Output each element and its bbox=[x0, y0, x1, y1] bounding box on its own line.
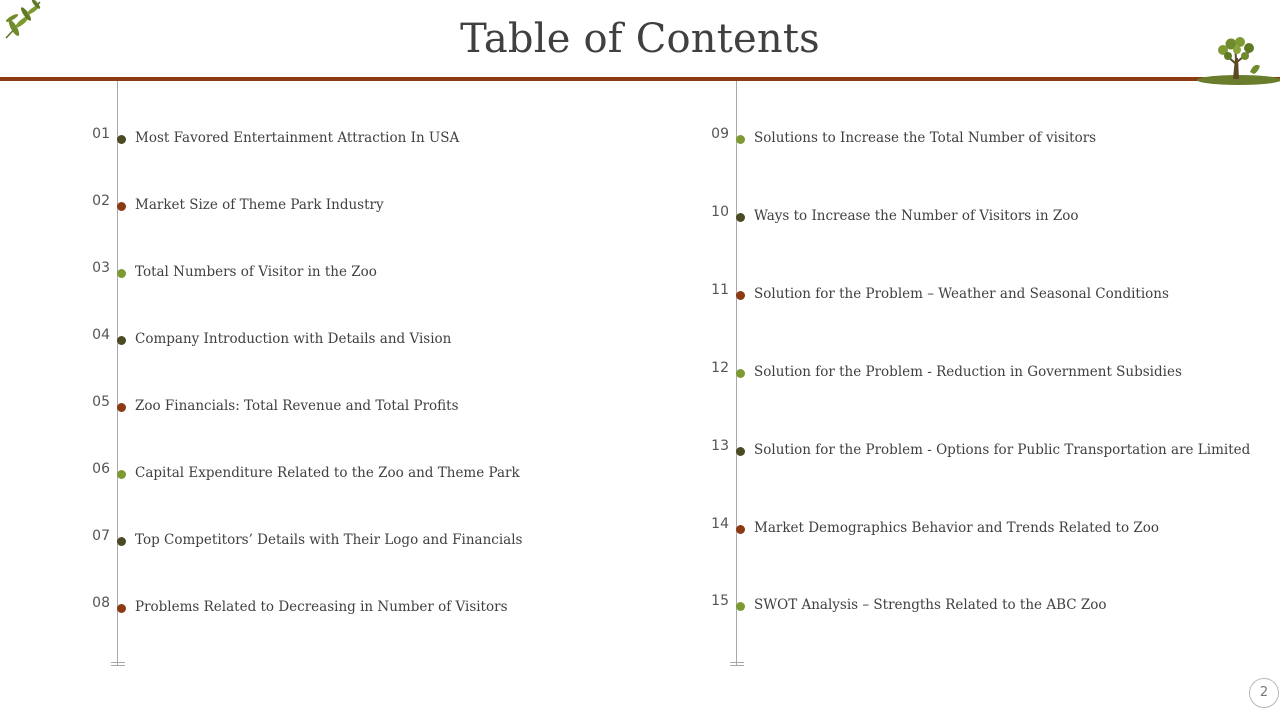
toc-item-number: 14 bbox=[711, 516, 729, 532]
toc-item-number: 07 bbox=[92, 528, 110, 544]
page-number-badge: 2 bbox=[1249, 678, 1279, 708]
toc-item-dot bbox=[117, 537, 126, 546]
toc-item-dot bbox=[736, 213, 745, 222]
timeline-foot-left-2 bbox=[111, 662, 125, 663]
toc-item-number: 15 bbox=[711, 593, 729, 609]
toc-item-label: SWOT Analysis – Strengths Related to the ABC Zoo bbox=[754, 597, 1107, 613]
tree-icon bbox=[1195, 34, 1280, 90]
toc-item-label: Total Numbers of Visitor in the Zoo bbox=[135, 264, 377, 280]
timeline-line-left bbox=[117, 81, 118, 665]
toc-item-label: Most Favored Entertainment Attraction In USA bbox=[135, 130, 460, 146]
toc-item-number: 08 bbox=[92, 595, 110, 611]
toc-item-dot bbox=[117, 135, 126, 144]
toc-item-number: 11 bbox=[711, 282, 729, 298]
toc-item-number: 03 bbox=[92, 260, 110, 276]
toc-item-label: Market Demographics Behavior and Trends Related to Zoo bbox=[754, 520, 1160, 536]
timeline-foot-left bbox=[111, 665, 125, 666]
toc-item-dot bbox=[117, 403, 126, 412]
toc-item-label: Top Competitors’ Details with Their Logo and Financials bbox=[135, 532, 523, 548]
toc-item-dot bbox=[117, 269, 126, 278]
toc-item-dot bbox=[117, 202, 126, 211]
toc-item-label: Solution for the Problem – Weather and Seasonal Conditions bbox=[754, 286, 1169, 302]
page-title: Table of Contents bbox=[460, 16, 820, 62]
toc-item-number: 05 bbox=[92, 394, 110, 410]
toc-item-dot bbox=[736, 602, 745, 611]
header-rule bbox=[0, 77, 1280, 81]
toc-item-dot bbox=[736, 291, 745, 300]
toc-item-dot bbox=[736, 369, 745, 378]
toc-item-label: Market Size of Theme Park Industry bbox=[135, 197, 384, 213]
toc-item-dot bbox=[117, 604, 126, 613]
toc-item-label: Ways to Increase the Number of Visitors in Zoo bbox=[754, 208, 1079, 224]
toc-item-label: Capital Expenditure Related to the Zoo and Theme Park bbox=[135, 465, 520, 481]
toc-item-label: Solutions to Increase the Total Number of visitors bbox=[754, 130, 1097, 146]
toc-item-label: Zoo Financials: Total Revenue and Total Profits bbox=[135, 398, 459, 414]
toc-item-label: Company Introduction with Details and Vision bbox=[135, 331, 452, 347]
toc-item-number: 09 bbox=[711, 126, 729, 142]
toc-item-number: 02 bbox=[92, 193, 110, 209]
toc-item-number: 12 bbox=[711, 360, 729, 376]
toc-item-label: Problems Related to Decreasing in Number of Visitors bbox=[135, 599, 508, 615]
toc-item-number: 06 bbox=[92, 461, 110, 477]
toc-item-number: 04 bbox=[92, 327, 110, 343]
toc-item-number: 01 bbox=[92, 126, 110, 142]
timeline-foot-right bbox=[730, 665, 744, 666]
toc-item-dot bbox=[736, 447, 745, 456]
toc-item-label: Solution for the Problem - Reduction in Government Subsidies bbox=[754, 364, 1182, 380]
toc-item-number: 13 bbox=[711, 438, 729, 454]
toc-item-dot bbox=[736, 525, 745, 534]
toc-item-dot bbox=[736, 135, 745, 144]
toc-item-number: 10 bbox=[711, 204, 729, 220]
toc-item-dot bbox=[117, 336, 126, 345]
toc-item-label: Solution for the Problem - Options for Public Transportation are Limited bbox=[754, 442, 1251, 458]
toc-item-dot bbox=[117, 470, 126, 479]
timeline-foot-right-2 bbox=[730, 662, 744, 663]
